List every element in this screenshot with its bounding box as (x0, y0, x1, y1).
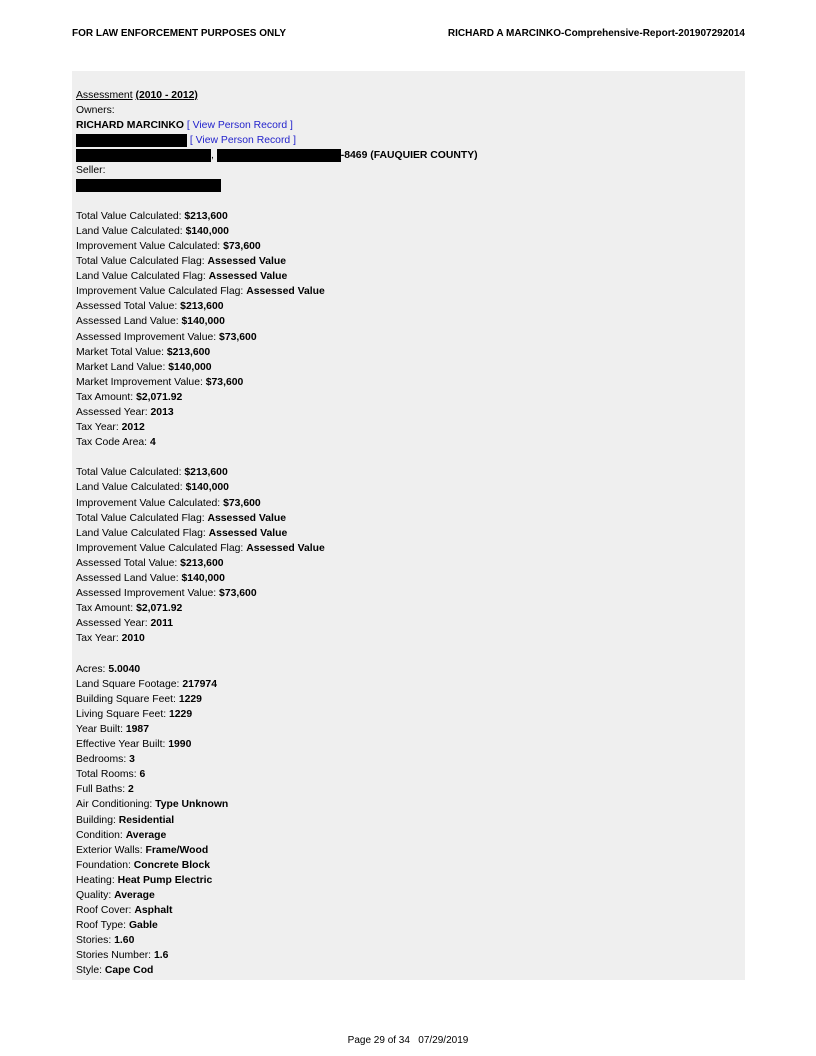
field-value: Heat Pump Electric (117, 874, 213, 886)
owner-row-2 (76, 133, 736, 148)
field-row (76, 209, 736, 224)
field-label: Market Land Value: (76, 361, 166, 373)
field-row (76, 677, 736, 692)
field-row (76, 299, 736, 314)
field-row (76, 511, 736, 526)
redacted-address (76, 149, 211, 162)
field-label: Improvement Value Calculated: (76, 497, 221, 509)
field-label: Improvement Value Calculated Flag: (76, 542, 244, 554)
field-label: Style: (76, 965, 102, 977)
field-label: Land Value Calculated: (76, 225, 183, 237)
spacer (76, 646, 736, 661)
field-row (76, 480, 736, 495)
property-characteristics-block (76, 662, 736, 979)
field-label: Tax Amount: (76, 391, 134, 403)
field-row (76, 692, 736, 707)
field-value: 2013 (150, 406, 174, 418)
field-value: $213,600 (184, 467, 228, 479)
field-value: $140,000 (185, 225, 229, 237)
field-label: Acres: (76, 663, 106, 675)
field-label: Full Baths: (76, 784, 126, 796)
field-value: 217974 (182, 678, 217, 690)
field-label: Foundation: (76, 859, 131, 871)
field-value: Asphalt (134, 905, 173, 917)
field-label: Assessed Total Value: (76, 301, 178, 313)
view-person-record-link-2[interactable]: [ View Person Record ] (189, 135, 296, 147)
field-value: Assessed Value (207, 512, 287, 524)
field-value: $73,600 (219, 331, 257, 343)
assessment-heading (76, 88, 736, 103)
field-value: $73,600 (223, 497, 261, 509)
owners-label: Owners: (76, 105, 115, 117)
field-label: Land Value Calculated Flag: (76, 527, 206, 539)
redacted-city (217, 149, 341, 162)
field-row (76, 465, 736, 480)
field-label: Market Improvement Value: (76, 376, 203, 388)
field-value: $213,600 (180, 301, 224, 313)
header-report-title: RICHARD A MARCINKO-Comprehensive-Report-201907292014 (447, 28, 745, 39)
field-row (76, 933, 736, 948)
field-row (76, 843, 736, 858)
field-row (76, 858, 736, 873)
field-label: Exterior Walls: (76, 844, 143, 856)
field-row (76, 616, 736, 631)
page-number: Page 29 of 34 (347, 1035, 410, 1046)
field-label: Assessed Land Value: (76, 573, 179, 584)
field-label: Assessed Land Value: (76, 316, 179, 328)
field-value: Type Unknown (155, 799, 229, 811)
field-row (76, 390, 736, 405)
spacer (76, 194, 736, 209)
field-value: 5.0040 (108, 663, 141, 675)
field-label: Roof Cover: (76, 905, 132, 917)
valuation-block-2013 (76, 209, 736, 451)
field-value: Assessed Value (246, 542, 325, 554)
view-person-record-link[interactable]: [ View Person Record ] (186, 120, 293, 132)
field-label: Total Value Calculated: (76, 210, 182, 222)
field-value: Assessed Value (208, 527, 288, 539)
field-label: Condition: (76, 829, 123, 841)
field-value: 6 (139, 769, 146, 781)
field-value: 3 (129, 754, 135, 766)
field-row (76, 707, 736, 722)
field-value: Average (114, 889, 155, 901)
field-row (76, 918, 736, 933)
field-label: Quality: (76, 889, 112, 901)
field-value: $213,600 (166, 346, 211, 358)
field-value: Assessed Value (208, 271, 288, 283)
field-row (76, 873, 736, 888)
field-value: Assessed Value (207, 256, 287, 268)
field-row (76, 737, 736, 752)
field-row (76, 903, 736, 918)
owner-address-row (76, 148, 736, 163)
report-date: 07/29/2019 (418, 1035, 469, 1046)
field-label: Total Rooms: (76, 769, 137, 781)
field-row (76, 586, 736, 601)
field-label: Tax Amount: (76, 603, 134, 615)
field-row (76, 496, 736, 511)
field-value: 1.60 (114, 935, 135, 947)
field-label: Land Value Calculated: (76, 482, 183, 494)
field-row (76, 752, 736, 767)
field-label: Air Conditioning: (76, 799, 153, 811)
address-comma: , (211, 150, 214, 162)
field-label: Roof Type: (76, 920, 127, 932)
field-value: $140,000 (185, 482, 229, 494)
field-value: 2012 (121, 422, 145, 434)
field-value: $213,600 (184, 210, 228, 222)
field-label: Assessed Year: (76, 618, 148, 630)
field-value: Concrete Block (133, 859, 211, 871)
field-label: Improvement Value Calculated: (76, 240, 221, 252)
field-row (76, 526, 736, 541)
field-row (76, 541, 736, 556)
field-value: $140,000 (181, 573, 225, 584)
field-label: Total Value Calculated Flag: (76, 512, 205, 524)
field-label: Bedrooms: (76, 754, 127, 766)
field-row (76, 571, 736, 586)
field-label: Assessed Improvement Value: (76, 588, 217, 600)
field-value: 2 (127, 784, 134, 796)
field-row (76, 948, 736, 963)
field-value: 1229 (169, 708, 193, 720)
field-value: $73,600 (205, 376, 244, 388)
field-row (76, 360, 736, 375)
field-row (76, 330, 736, 345)
field-value: $140,000 (168, 361, 212, 373)
field-label: Land Value Calculated Flag: (76, 271, 206, 283)
field-row (76, 797, 736, 812)
seller-row (76, 179, 736, 194)
field-value: $73,600 (223, 240, 261, 252)
redacted-owner-name (76, 134, 187, 147)
field-row (76, 345, 736, 360)
field-value: 1229 (178, 693, 202, 705)
field-value: 2011 (150, 618, 174, 630)
field-row (76, 601, 736, 616)
field-row (76, 722, 736, 737)
county-suffix: -8469 (FAUQUIER COUNTY) (340, 150, 478, 162)
field-row (76, 314, 736, 329)
field-value: $140,000 (181, 316, 225, 328)
field-value: Average (125, 829, 167, 841)
field-row (76, 963, 736, 978)
field-value: $213,600 (180, 557, 224, 569)
field-row (76, 782, 736, 797)
field-label: Assessed Improvement Value: (76, 331, 217, 343)
field-row (76, 224, 736, 239)
field-value: Cape Cod (104, 965, 154, 977)
assessment-panel (72, 71, 745, 980)
field-label: Tax Year: (76, 422, 119, 434)
field-label: Tax Code Area: (76, 437, 148, 449)
owner-name: RICHARD MARCINKO (76, 120, 184, 132)
page-footer (0, 1035, 816, 1046)
field-row (76, 405, 736, 420)
field-label: Building Square Feet: (76, 693, 176, 705)
field-value: 4 (149, 437, 156, 449)
field-value: $73,600 (219, 588, 257, 600)
field-row (76, 767, 736, 782)
assessment-content (76, 88, 736, 979)
field-label: Assessed Year: (76, 406, 148, 418)
field-row (76, 828, 736, 843)
field-label: Assessed Total Value: (76, 557, 178, 569)
field-label: Stories: (76, 935, 112, 947)
field-row (76, 284, 736, 299)
redacted-seller (76, 179, 221, 192)
field-label: Effective Year Built: (76, 739, 166, 751)
field-label: Total Value Calculated Flag: (76, 256, 205, 268)
seller-label: Seller: (76, 165, 106, 177)
field-row (76, 662, 736, 677)
field-label: Living Square Feet: (76, 708, 167, 720)
field-label: Market Total Value: (76, 346, 164, 358)
field-value: Residential (118, 814, 175, 826)
field-value: 1990 (168, 739, 192, 751)
field-row (76, 435, 736, 450)
owner-row-1 (76, 118, 736, 133)
field-label: Year Built: (76, 723, 123, 735)
field-row (76, 269, 736, 284)
field-row (76, 420, 736, 435)
field-row (76, 631, 736, 646)
field-row (76, 813, 736, 828)
assessment-title: Assessment (76, 90, 133, 101)
field-value: Assessed Value (246, 286, 325, 298)
field-value: $2,071.92 (136, 391, 183, 403)
field-label: Building: (76, 814, 116, 826)
field-label: Land Square Footage: (76, 678, 180, 690)
field-label: Heating: (76, 874, 115, 886)
header-left-notice: FOR LAW ENFORCEMENT PURPOSES ONLY (72, 28, 287, 39)
valuation-block-2011 (76, 465, 736, 646)
spacer (76, 450, 736, 465)
field-row (76, 888, 736, 903)
field-label: Improvement Value Calculated Flag: (76, 286, 244, 298)
field-value: $2,071.92 (136, 603, 183, 615)
field-row (76, 556, 736, 571)
field-row (76, 375, 736, 390)
field-value: Gable (128, 920, 158, 932)
field-row (76, 254, 736, 269)
field-label: Tax Year: (76, 633, 119, 645)
field-value: 1.6 (153, 950, 169, 962)
field-label: Stories Number: (76, 950, 152, 962)
assessment-range: (2010 - 2012) (135, 90, 198, 101)
field-value: Frame/Wood (145, 844, 209, 856)
field-label: Total Value Calculated: (76, 467, 182, 479)
field-value: 2010 (121, 633, 145, 645)
field-value: 1987 (125, 723, 149, 735)
field-row (76, 239, 736, 254)
